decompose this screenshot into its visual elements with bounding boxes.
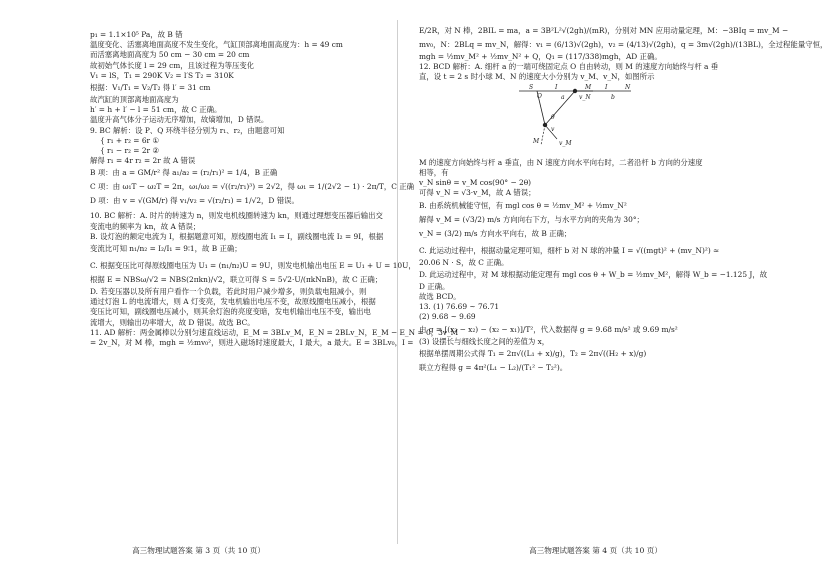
text-line: 直，设 t = 2 s 时小球 M、N 的速度大小分别为 v_M、v_N，如图所示 xyxy=(419,72,655,82)
rod-b xyxy=(545,91,575,125)
question-11-heading: 11. AD 解析：两金属棒以分别匀速直线运动，E_M = 3BLv_M，E_N = 2BLv_N，E_M − E_N = 0，3v_M xyxy=(90,327,459,337)
text-line: 可得 v_N = √3·v_M，故 A 错误； xyxy=(419,188,536,198)
text-line: D. 若变压器以及所有用户看作一个负载，若此时用户减少增多，则负载电阻减小，则 xyxy=(90,287,367,297)
page-footer-right: 高三物理试题答案 第 4 页（共 10 页） xyxy=(529,546,662,555)
text-line: 而活塞离地面高度为 50 cm − 30 cm = 20 cm xyxy=(90,50,250,60)
question-10-heading: 10. BC 解析：A. 时片的转速为 n，则发电机线圈转速为 kn，则通过理想变压器后输出交 xyxy=(90,211,383,221)
text-line: 20.06 N · S，故 C 正确。 xyxy=(419,257,509,267)
text-line: 故初始气体长度 l = 29 cm，且该过程为等压变化 xyxy=(90,60,255,70)
text-line: p₁ = 1.1×10⁵ Pa，故 B 错 xyxy=(90,30,183,39)
text-line: mgh = ½mv_M² + ½mv_N² + Q，Q₁ = (117/338)mgh，AD 正确。 xyxy=(419,52,662,61)
text-line: 故汽缸的顶部离地面高度为 xyxy=(90,95,179,105)
text-line: E/2R，对 N 棒，2BIL = ma，a = 3B²L²√(2gh)/(mR)，分别对 MN 应用动量定理，M：−3BIq = mv_M − xyxy=(419,26,789,35)
label-n: N xyxy=(625,83,631,91)
text-line: (3) 设摆长与细线长度之间的差值为 x， xyxy=(419,336,550,346)
question-13-heading: 13. (1) 76.69 ~ 76.71 xyxy=(419,302,500,312)
text-line: = 2v_N，对 M 棒，mgh = ½mv₀²，则进入磁场时速度最大，I 最大，a 最大。E = 3BLv₀，I = xyxy=(90,338,414,348)
text-line: B. 由系统机械能守恒，有 mgl cos θ = ½mv_M² + ½mv_N² xyxy=(419,200,627,210)
text-line: 根据：V₁/T₁ = V₂/T₂ 得 l′ = 31 cm xyxy=(90,83,211,93)
text-line: h′ = h + l′ − l = 51 cm，故 C 正确。 xyxy=(90,105,222,115)
text-line: (2) 9.68 ~ 9.69 xyxy=(419,312,476,322)
text-line: v_N = (3/2) m/s 方向水平向右，故 B 正确； xyxy=(419,228,572,238)
label-s: S xyxy=(529,83,534,91)
text-line: D 项：由 v = √(GM/r) 得 v₁/v₂ = √(r₂/r₁) = 1/√2，D 错误。 xyxy=(90,196,299,206)
text-line: V₁ = lS，T₁ = 290K V₂ = l′S T₂ = 310K xyxy=(90,70,234,80)
text-line: 温度升高气体分子运动无序增加，故熵增加，D 错误。 xyxy=(90,115,269,125)
text-line: 联立方程得 g = 4π²(L₁ − L₂)/(T₁² − T₂²)。 xyxy=(419,362,568,372)
text-line: M 的速度方向始终与杆 a 垂直，由 N 速度方向水平向右时，二者沿杆 b 方向的分速度 xyxy=(419,157,703,167)
equation-line: v_N sinθ = v_M cos(90° − 2θ) xyxy=(419,178,532,188)
text-line: B. 设灯泡的额定电流为 I，根据题意可知，原线圈电流 I₁ = I，副线圈电流 I₂ = 9I，根据 xyxy=(90,231,384,241)
text-line: C 项：由 ω₁T − ω₂T = 2π，ω₁/ω₂ = √((r₂/r₁)³) = 2√2，得 ω₁ = 1/(2√2 − 1) · 2π/T，C 正确 xyxy=(90,182,415,192)
label-m-bottom: M xyxy=(533,137,540,145)
label-i-2: I xyxy=(605,83,608,91)
text-line: 变流比可知 n₁/n₂ = I₂/I₁ = 9∶1，故 B 正确； xyxy=(90,244,242,254)
text-line: 解得 v_M = (√3/2) m/s 方向向右下方，与水平方向的夹角为 30°； xyxy=(419,214,644,224)
rod-ball-diagram xyxy=(515,85,635,153)
label-vn: v_N xyxy=(579,93,591,101)
label-i: I xyxy=(555,83,558,91)
text-line: D 正确。 xyxy=(419,281,450,291)
question-12-heading: 12. BCD 解析：A. 细杆 a 的一端可绕固定点 O 自由转动，则 M 的速度方向始终与杆 a 垂 xyxy=(419,62,719,72)
label-v: v xyxy=(551,125,555,133)
text-line: D. 此运动过程中，对 M 球根据动能定理有 mgl cos θ + W_b = ½mv_M²，解得 W_b = −1.125 J，故 xyxy=(419,269,768,279)
label-o: O xyxy=(537,92,542,100)
text-line: 根据单摆周期公式得 T₁ = 2π√((L₁ + x)/g)，T₂ = 2π√((H₂ + x)/g) xyxy=(419,348,647,358)
equation-line: { r₁ − r₂ = 2r ② xyxy=(100,146,160,156)
right-page xyxy=(397,0,827,562)
text-line: C. 根据变压比可得原线圈电压为 U₁ = (n₁/n₂)U = 9U，则发电机输出电压 E = U₁ + U = 10U， xyxy=(90,261,416,271)
text-line: 流增大，则输出功率增大，故 D 错误。故选 BC。 xyxy=(90,317,255,327)
text-line: 解得 r₁ = 4r r₂ = 2r 故 A 错误 xyxy=(90,156,196,166)
text-line: 故选 BCD。 xyxy=(419,292,461,302)
text-line: 温度变化、活塞离地面高度不发生变化，气缸顶部离地面高度为：h = 49 cm xyxy=(90,40,343,50)
label-m-top: M xyxy=(585,83,592,91)
text-line: 相等，有 xyxy=(419,168,449,178)
text-line: 变压比可知，副线圈电压减小，则其余灯泡的亮度变暗，发电机输出电压不变，输出电 xyxy=(90,307,371,317)
text-line: 通过灯泡 L 的电流增大，则 A 灯变亮，发电机输出电压不变，故原线圈电压减小，根据 xyxy=(90,297,376,307)
text-line: 变流电的频率为 kn，故 A 错误； xyxy=(90,221,201,231)
label-vm: v_M xyxy=(559,139,572,147)
question-9-heading: 9. BC 解析：设 P、Q 环绕半径分别为 r₁、r₂，由题意可知 xyxy=(90,125,285,135)
text-line: C. 此运动过程中，根据动量定理可知，细杆 b 对 N 球的冲量 I = √((mgt)² + (mv_N)²) ≈ xyxy=(419,245,720,255)
label-angle: θ xyxy=(551,113,555,121)
label-b: b xyxy=(611,93,615,101)
text-line: mv₀，N：2BLq = mv_N，解得：v₁ = (6/13)√(2gh)，v₂ = (4/13)√(2gh)，q = 3m√(2gh)/(13BL)，全过程能量守恒， xyxy=(419,40,827,49)
page-footer-left: 高三物理试题答案 第 3 页（共 10 页） xyxy=(132,546,265,555)
equation-line: { r₁ + r₂ = 6r ① xyxy=(100,135,160,145)
text-line: B 项：由 a = GM/r² 得 a₁/a₂ = (r₂/r₁)² = 1/4，B 正确 xyxy=(90,168,278,178)
text-line: 由 g = [(x₃ − x₂) − (x₂ − x₁)]/T²，代入数据得 g = 9.68 m/s² 或 9.69 m/s² xyxy=(419,324,678,334)
text-line: 根据 E = NBSω/√2 = NBS(2πkn)/√2，联立可得 S = 5√2·U/(πkNnB)，故 C 正确； xyxy=(90,275,383,285)
velocity-m-arrow xyxy=(541,125,545,145)
label-a: a xyxy=(561,93,565,101)
